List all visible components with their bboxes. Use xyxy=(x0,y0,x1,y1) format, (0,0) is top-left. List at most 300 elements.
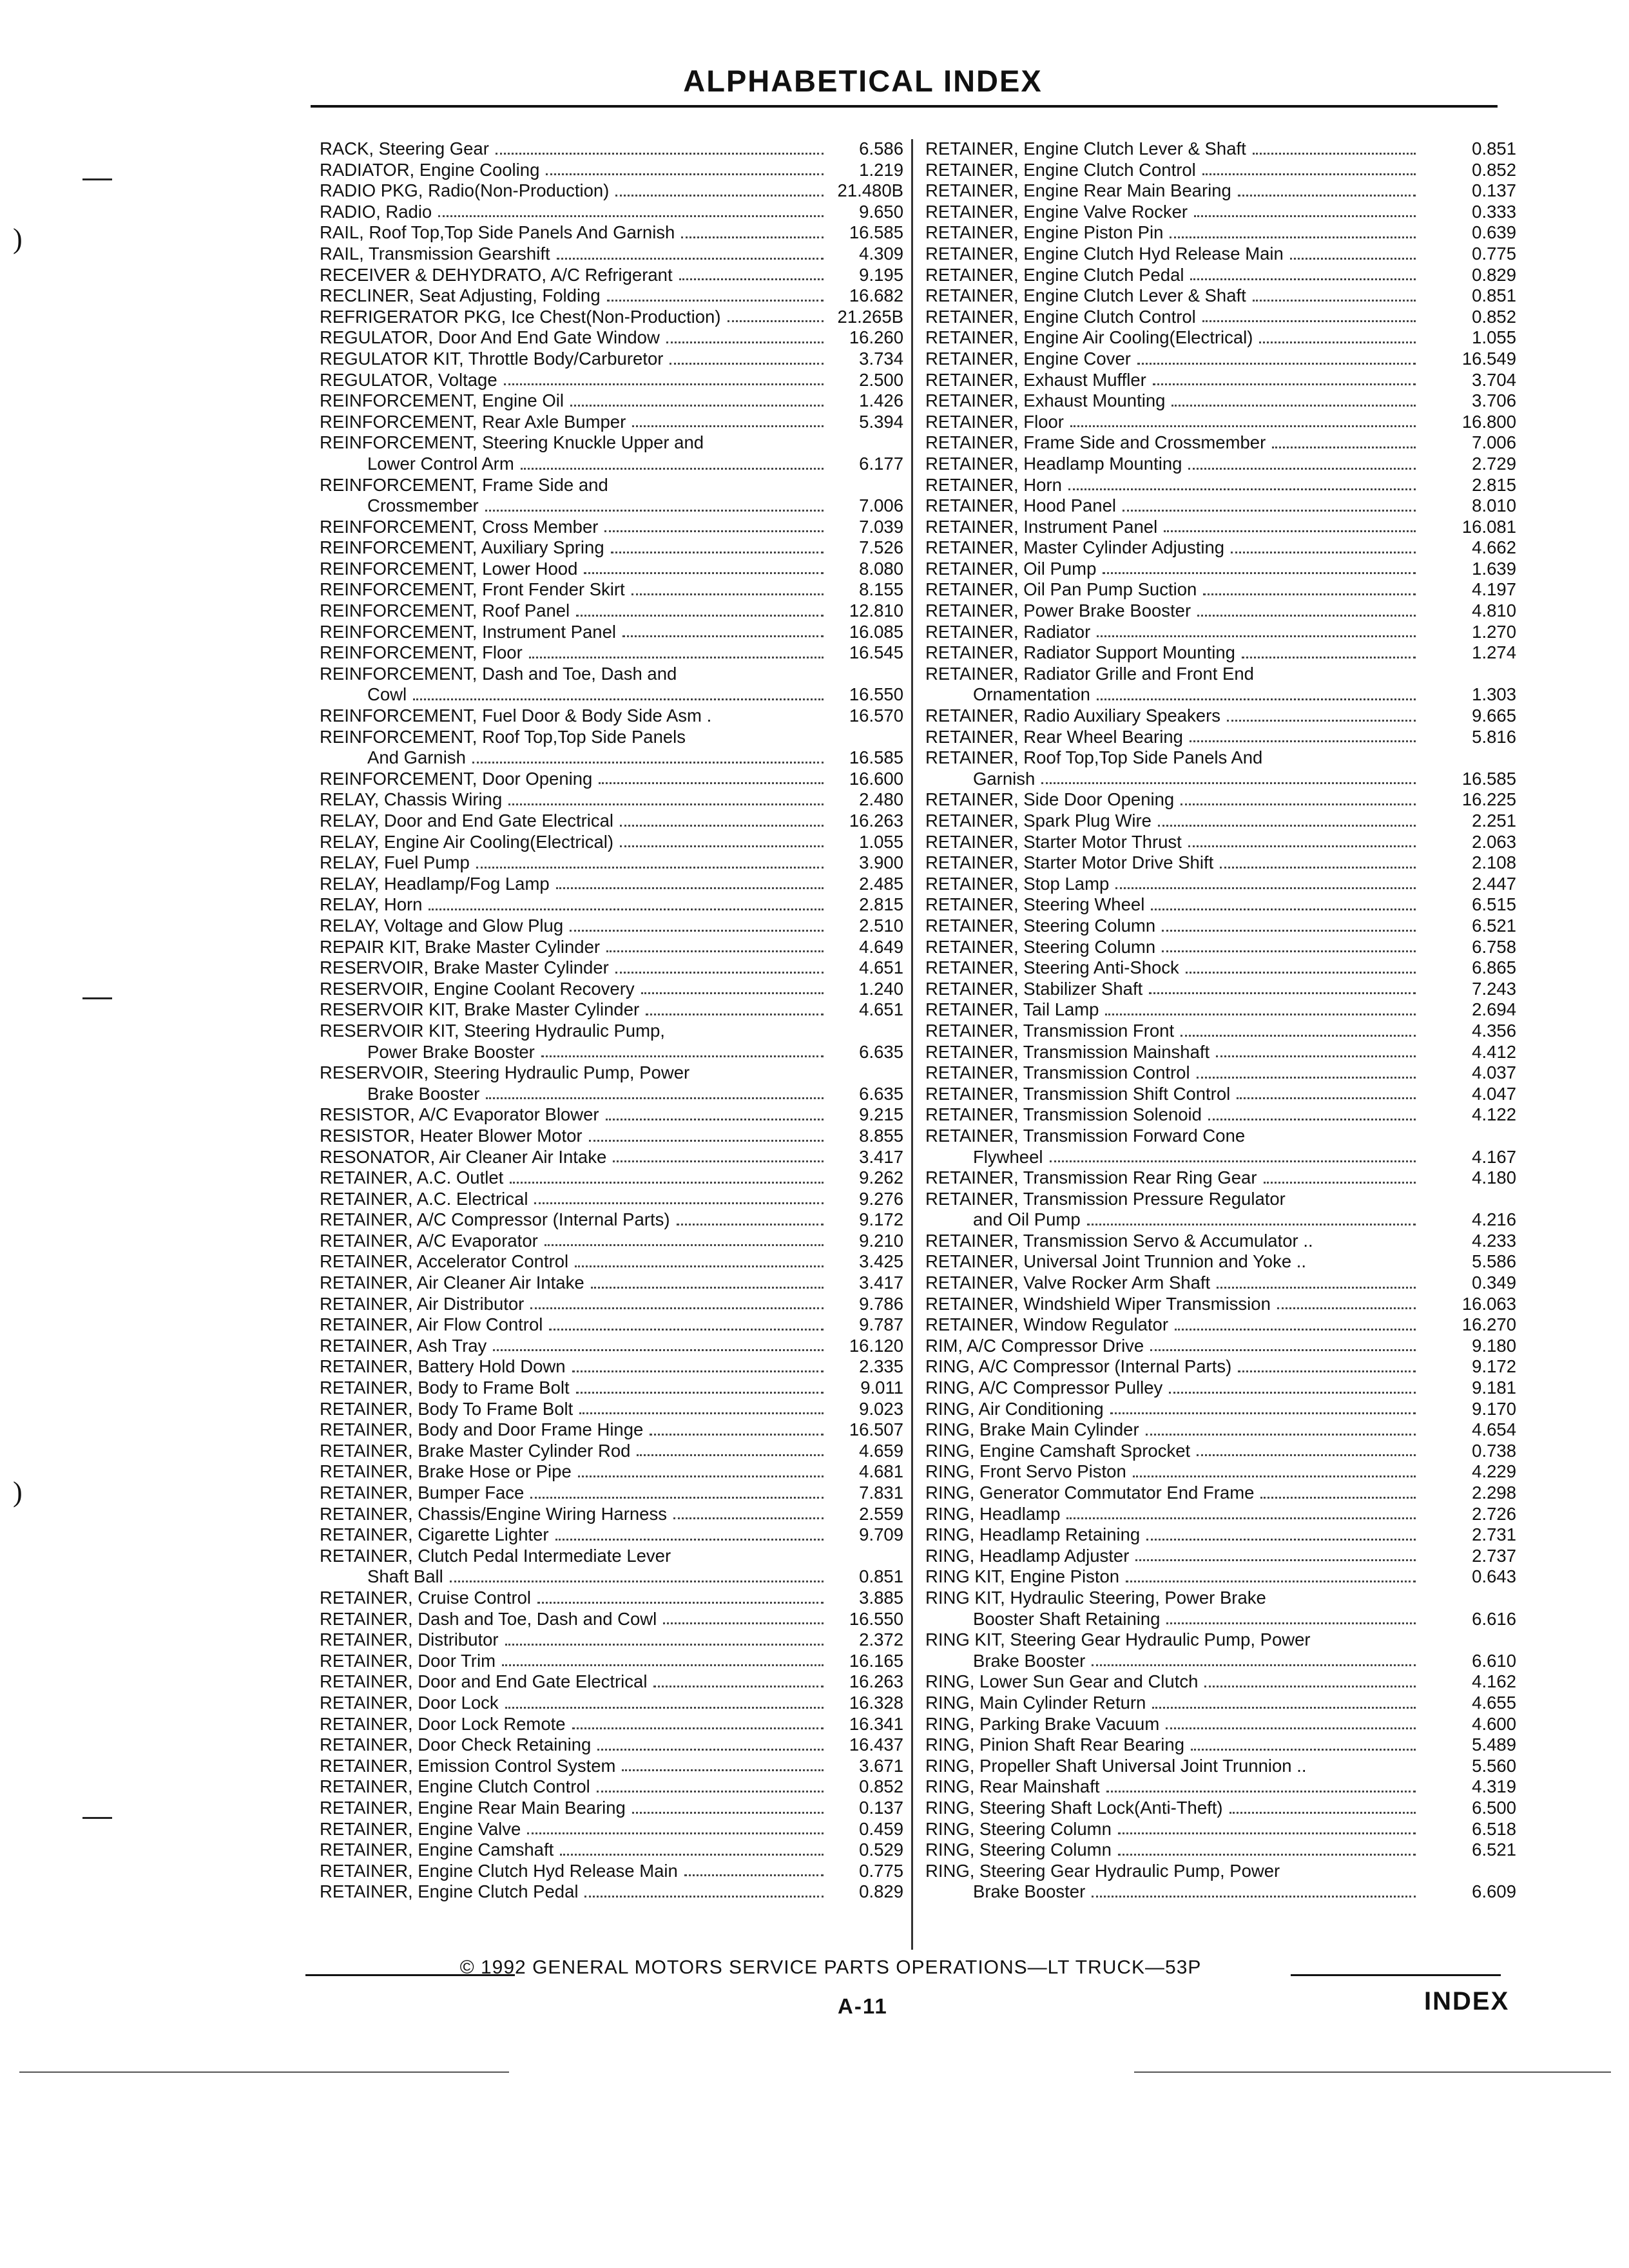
entry-label: RING, Lower Sun Gear and Clutch xyxy=(925,1671,1199,1692)
entry-page-ref: 16.585 xyxy=(849,747,903,768)
entry-page-ref: 7.526 xyxy=(859,537,903,558)
entry-page-ref: 9.215 xyxy=(859,1104,903,1125)
entry-page-ref: 2.108 xyxy=(1472,852,1516,873)
entry-label: RETAINER, Transmission Front xyxy=(925,1020,1175,1041)
dot-leader xyxy=(1197,1077,1416,1079)
index-entry xyxy=(320,307,903,328)
index-entry xyxy=(925,852,1516,874)
index-entry xyxy=(320,1062,903,1084)
entry-label: RETAINER, Master Cylinder Adjusting xyxy=(925,537,1225,558)
entry-label: RECLINER, Seat Adjusting, Folding xyxy=(320,285,601,306)
dot-leader xyxy=(413,698,824,700)
index-entry xyxy=(925,979,1516,1000)
entry-label: RETAINER, Steering Column xyxy=(925,915,1156,936)
dot-leader xyxy=(597,1749,824,1751)
dot-leader xyxy=(572,1727,824,1729)
entry-page-ref: 2.372 xyxy=(859,1629,903,1650)
entry-page-ref: 16.437 xyxy=(849,1735,903,1755)
entry-page-ref: 7.006 xyxy=(859,495,903,516)
entry-page-ref: 9.181 xyxy=(1472,1378,1516,1398)
entry-label: RING, Steering Column xyxy=(925,1840,1112,1860)
index-entry xyxy=(925,769,1516,790)
index-entry xyxy=(320,1084,903,1105)
dot-leader xyxy=(576,615,824,617)
entry-page-ref: 16.225 xyxy=(1461,789,1516,810)
dot-leader xyxy=(584,572,824,574)
entry-label: RETAINER, Transmission Pressure Regulator xyxy=(925,1188,1286,1209)
entry-label: RING, Main Cylinder Return xyxy=(925,1692,1146,1713)
entry-label: and Oil Pump xyxy=(973,1209,1081,1230)
entry-page-ref: 4.229 xyxy=(1472,1461,1516,1482)
entry-page-ref: 4.180 xyxy=(1472,1168,1516,1188)
entry-label: RING, Steering Column xyxy=(925,1818,1112,1839)
dot-leader xyxy=(450,1581,824,1582)
dot-leader xyxy=(1217,1287,1416,1289)
entry-label: RING, Headlamp Adjuster xyxy=(925,1545,1130,1566)
dot-leader xyxy=(1151,908,1416,910)
index-entry xyxy=(925,642,1516,664)
dot-leader xyxy=(549,1329,824,1331)
entry-page-ref: 0.529 xyxy=(859,1840,903,1860)
dot-leader xyxy=(650,1434,824,1436)
entry-page-ref: 2.500 xyxy=(859,369,903,390)
dot-leader xyxy=(666,341,824,343)
index-entry xyxy=(925,265,1516,286)
entry-page-ref: 6.515 xyxy=(1472,894,1516,915)
entry-page-ref: 16.260 xyxy=(849,327,903,348)
entry-page-ref: 6.500 xyxy=(1472,1797,1516,1818)
entry-label: RETAINER, Spark Plug Wire xyxy=(925,811,1152,831)
index-entry xyxy=(320,1042,903,1063)
entry-page-ref: 2.559 xyxy=(859,1503,903,1524)
dot-leader xyxy=(606,1119,824,1120)
column-divider xyxy=(911,139,913,1950)
entry-label: RETAINER, Transmission Control xyxy=(925,1062,1190,1083)
entry-page-ref: 4.167 xyxy=(1472,1146,1516,1167)
index-entry xyxy=(925,1189,1516,1210)
dot-leader xyxy=(556,887,824,889)
entry-page-ref: 16.085 xyxy=(849,621,903,642)
dot-leader xyxy=(527,1832,824,1834)
index-entry xyxy=(925,559,1516,580)
entry-page-ref: 2.694 xyxy=(1472,999,1516,1020)
entry-page-ref: 4.197 xyxy=(1472,579,1516,600)
index-entry xyxy=(320,160,903,181)
entry-label: RETAINER, Starter Motor Drive Shift xyxy=(925,852,1214,873)
index-entry xyxy=(925,1084,1516,1105)
entry-page-ref: 2.731 xyxy=(1472,1524,1516,1545)
entry-label: REINFORCEMENT, Dash and Toe, Dash and xyxy=(320,663,677,684)
entry-label: RING, Parking Brake Vacuum xyxy=(925,1713,1160,1734)
entry-label: REGULATOR, Voltage xyxy=(320,369,497,390)
entry-page-ref: 3.417 xyxy=(859,1146,903,1167)
entry-page-ref: 2.737 xyxy=(1472,1545,1516,1566)
entry-page-ref: 6.521 xyxy=(1472,915,1516,936)
entry-page-ref: 16.507 xyxy=(849,1419,903,1440)
index-entry xyxy=(925,1881,1516,1903)
entry-page-ref: 3.900 xyxy=(859,852,903,873)
dot-leader xyxy=(504,383,824,385)
entry-label: REFRIGERATOR PKG, Ice Chest(Non-Production) xyxy=(320,306,721,327)
dot-leader xyxy=(1133,1475,1416,1477)
entry-page-ref: 0.851 xyxy=(1472,285,1516,306)
entry-label: RETAINER, Body To Frame Bolt xyxy=(320,1398,574,1419)
entry-label: RESISTOR, Heater Blower Motor xyxy=(320,1125,583,1146)
index-entry xyxy=(925,1042,1516,1063)
entry-page-ref: 2.447 xyxy=(1472,873,1516,894)
entry-page-ref: 0.643 xyxy=(1472,1566,1516,1587)
entry-label: RETAINER, A/C Evaporator xyxy=(320,1230,538,1251)
entry-label: RETAINER, Engine Clutch Control xyxy=(925,306,1196,327)
entry-page-ref: 2.251 xyxy=(1472,811,1516,831)
index-entry xyxy=(925,789,1516,811)
entry-page-ref: 16.165 xyxy=(849,1650,903,1671)
margin-mark xyxy=(82,997,112,999)
entry-page-ref: 0.137 xyxy=(859,1797,903,1818)
entry-label: RELAY, Door and End Gate Electrical xyxy=(320,811,614,831)
index-entry xyxy=(925,1336,1516,1357)
entry-page-ref: 9.180 xyxy=(1472,1335,1516,1356)
entry-page-ref: 4.356 xyxy=(1472,1020,1516,1041)
index-entry xyxy=(925,160,1516,181)
entry-label: RETAINER, Steering Anti-Shock xyxy=(925,957,1179,978)
entry-label: RETAINER, Transmission Solenoid xyxy=(925,1104,1202,1125)
entry-page-ref: 8.155 xyxy=(859,579,903,600)
entry-label: RETAINER, Windshield Wiper Transmission xyxy=(925,1293,1271,1314)
index-entry xyxy=(320,1021,903,1042)
index-entry xyxy=(320,579,903,601)
index-entry xyxy=(925,1504,1516,1525)
index-entry xyxy=(925,1629,1516,1651)
dot-leader xyxy=(1186,972,1416,974)
dot-leader xyxy=(557,258,824,260)
entry-page-ref: 1.274 xyxy=(1472,642,1516,663)
entry-label: REINFORCEMENT, Roof Panel xyxy=(320,601,570,621)
entry-page-ref: 21.480B xyxy=(837,180,903,201)
entry-label: RELAY, Chassis Wiring xyxy=(320,789,503,810)
entry-page-ref: 9.011 xyxy=(860,1378,903,1398)
dot-leader xyxy=(728,320,824,322)
index-entry xyxy=(320,1651,903,1672)
index-entry xyxy=(320,475,903,496)
entry-page-ref: 6.177 xyxy=(859,453,903,474)
index-entry xyxy=(320,1609,903,1630)
entry-label: RETAINER, Oil Pump xyxy=(925,558,1097,579)
entry-label: RETAINER, Air Flow Control xyxy=(320,1314,543,1335)
entry-page-ref: 4.047 xyxy=(1472,1083,1516,1104)
index-entry xyxy=(320,832,903,853)
index-entry xyxy=(925,495,1516,517)
index-entry xyxy=(925,307,1516,328)
dot-leader xyxy=(429,908,824,910)
index-entry xyxy=(320,684,903,706)
dot-leader xyxy=(1092,1664,1416,1666)
index-entry xyxy=(320,622,903,643)
dot-leader xyxy=(620,845,824,847)
index-entry xyxy=(320,1524,903,1546)
dot-leader xyxy=(607,300,824,302)
title-rule xyxy=(311,105,1498,108)
entry-page-ref: 9.172 xyxy=(1472,1356,1516,1377)
entry-label: Brake Booster xyxy=(973,1650,1086,1671)
entry-page-ref: 1.270 xyxy=(1472,621,1516,642)
dot-leader xyxy=(1188,468,1416,470)
entry-label: RETAINER, Door Trim xyxy=(320,1650,496,1671)
entry-page-ref: 21.265B xyxy=(837,306,903,327)
entry-label: RETAINER, Engine Clutch Control xyxy=(925,159,1196,180)
entry-label: RADIO PKG, Radio(Non-Production) xyxy=(320,180,610,201)
entry-label: RETAINER, Brake Hose or Pipe xyxy=(320,1461,572,1482)
dot-leader xyxy=(493,1349,824,1351)
index-entry xyxy=(320,999,903,1021)
entry-page-ref: 4.681 xyxy=(859,1461,903,1482)
index-entry xyxy=(320,1399,903,1420)
index-entry xyxy=(320,1273,903,1294)
entry-page-ref: 5.394 xyxy=(859,411,903,432)
entry-page-ref: 4.319 xyxy=(1472,1776,1516,1797)
entry-page-ref: 1.426 xyxy=(859,390,903,411)
dot-leader xyxy=(1202,320,1416,322)
index-entry xyxy=(320,1168,903,1189)
dot-leader xyxy=(637,1454,824,1456)
index-entry xyxy=(925,1378,1516,1399)
entry-label: RECEIVER & DEHYDRATO, A/C Refrigerant xyxy=(320,264,673,285)
entry-page-ref: 9.195 xyxy=(859,264,903,285)
bottom-rule-right xyxy=(1134,2071,1611,2073)
index-entry xyxy=(925,370,1516,391)
entry-label: RETAINER, A.C. Outlet xyxy=(320,1168,504,1188)
dot-leader xyxy=(1238,1370,1416,1372)
index-entry xyxy=(925,832,1516,853)
entry-page-ref: 4.309 xyxy=(859,243,903,264)
entry-page-ref: 2.335 xyxy=(859,1356,903,1377)
entry-page-ref: 2.063 xyxy=(1472,831,1516,852)
dot-leader xyxy=(1260,1497,1416,1499)
entry-page-ref: 16.549 xyxy=(1461,348,1516,369)
entry-label: RELAY, Fuel Pump xyxy=(320,852,470,873)
entry-label: RING, A/C Compressor Pulley xyxy=(925,1378,1163,1398)
index-entry xyxy=(320,1356,903,1378)
entry-page-ref: 9.023 xyxy=(859,1398,903,1419)
entry-label: RETAINER, Engine Cover xyxy=(925,348,1131,369)
entry-label: RETAINER, Engine Clutch Hyd Release Main xyxy=(320,1860,678,1881)
index-entry xyxy=(925,727,1516,748)
entry-label: RETAINER, Door Check Retaining xyxy=(320,1735,592,1755)
entry-label: RETAINER, A/C Compressor (Internal Parts) xyxy=(320,1209,670,1230)
index-entry xyxy=(925,390,1516,412)
dot-leader xyxy=(622,1769,824,1771)
index-entry xyxy=(925,1588,1516,1609)
entry-page-ref: 0.137 xyxy=(1472,180,1516,201)
footer-copyright: © 1992 GENERAL MOTORS SERVICE PARTS OPERATIONS—LT TRUCK—53P xyxy=(459,1957,1202,1978)
dot-leader xyxy=(1150,1349,1416,1351)
dot-leader xyxy=(584,1896,824,1898)
index-entry xyxy=(925,1209,1516,1231)
entry-page-ref: 4.659 xyxy=(859,1440,903,1461)
entry-label: RETAINER, Engine Clutch Lever & Shaft xyxy=(925,285,1246,306)
dot-leader xyxy=(1166,1727,1416,1729)
entry-page-ref: 0.851 xyxy=(1472,139,1516,159)
entry-label: Brake Booster xyxy=(367,1083,480,1104)
index-entry xyxy=(320,1546,903,1567)
dot-leader xyxy=(1135,1559,1416,1561)
entry-label: RING, Air Conditioning xyxy=(925,1398,1104,1419)
dot-leader xyxy=(1106,1791,1416,1792)
entry-page-ref: 3.417 xyxy=(859,1273,903,1293)
entry-label: RETAINER, Clutch Pedal Intermediate Lever xyxy=(320,1545,671,1566)
entry-label: REINFORCEMENT, Auxiliary Spring xyxy=(320,537,604,558)
entry-label: RETAINER, Body and Door Frame Hinge xyxy=(320,1419,644,1440)
entry-label: RETAINER, Transmission Forward Cone xyxy=(925,1125,1246,1146)
dot-leader xyxy=(1238,195,1416,197)
dot-leader xyxy=(646,1014,824,1015)
dot-leader xyxy=(1146,1434,1416,1436)
dot-leader xyxy=(1169,1392,1416,1394)
entry-page-ref: 4.651 xyxy=(859,999,903,1020)
index-entry xyxy=(925,517,1516,538)
index-entry xyxy=(925,1714,1516,1735)
index-entry xyxy=(320,202,903,223)
entry-label: RETAINER, Exhaust Mounting xyxy=(925,390,1166,411)
entry-label: RETAINER, Door Lock xyxy=(320,1692,499,1713)
entry-label: RETAINER, Emission Control System xyxy=(320,1755,616,1776)
index-entry xyxy=(320,1671,903,1693)
entry-page-ref: 3.425 xyxy=(859,1251,903,1272)
entry-label: RETAINER, Oil Pan Pump Suction xyxy=(925,579,1197,600)
entry-page-ref: 7.039 xyxy=(859,516,903,537)
entry-label: RETAINER, Starter Motor Thrust xyxy=(925,831,1182,852)
dot-leader xyxy=(1175,1329,1416,1331)
entry-page-ref: 1.303 xyxy=(1472,684,1516,705)
index-entry xyxy=(320,537,903,559)
index-entry xyxy=(320,1251,903,1273)
entry-page-ref: 6.586 xyxy=(859,139,903,159)
entry-page-ref: 16.263 xyxy=(849,811,903,831)
entry-page-ref: 3.671 xyxy=(859,1755,903,1776)
entry-label: REINFORCEMENT, Engine Oil xyxy=(320,390,564,411)
entry-label: RETAINER, Transmission Servo & Accumulator .. xyxy=(925,1230,1313,1251)
dot-leader xyxy=(1070,425,1416,427)
index-entry xyxy=(925,1021,1516,1042)
entry-page-ref: 6.609 xyxy=(1472,1881,1516,1902)
dot-leader xyxy=(597,1791,824,1792)
entry-page-ref: 16.550 xyxy=(849,1608,903,1629)
entry-label: RETAINER, Engine Clutch Pedal xyxy=(925,264,1184,285)
dot-leader xyxy=(681,236,824,238)
entry-page-ref: 6.635 xyxy=(859,1083,903,1104)
entry-page-ref: 3.706 xyxy=(1472,390,1516,411)
entry-page-ref: 6.518 xyxy=(1472,1818,1516,1839)
dot-leader xyxy=(485,510,824,512)
index-entry xyxy=(925,1147,1516,1168)
index-entry xyxy=(925,327,1516,349)
index-entry xyxy=(320,1231,903,1252)
entry-label: RESONATOR, Air Cleaner Air Intake xyxy=(320,1146,607,1167)
dot-leader xyxy=(611,552,824,553)
entry-label: REGULATOR KIT, Throttle Body/Carburetor xyxy=(320,348,664,369)
entry-page-ref: 0.459 xyxy=(859,1818,903,1839)
dot-leader xyxy=(1203,593,1416,595)
index-entry xyxy=(925,811,1516,832)
index-entry xyxy=(320,769,903,790)
index-entry xyxy=(925,412,1516,433)
index-entry xyxy=(925,579,1516,601)
index-entry xyxy=(925,1609,1516,1630)
entry-label: RETAINER, Headlamp Mounting xyxy=(925,453,1182,474)
entry-label: REGULATOR, Door And End Gate Window xyxy=(320,327,660,348)
entry-label: RETAINER, Engine Clutch Hyd Release Main xyxy=(925,243,1284,264)
dot-leader xyxy=(1097,635,1416,637)
entry-label: RESERVOIR, Steering Hydraulic Pump, Power xyxy=(320,1062,690,1083)
entry-label: RETAINER, Engine Valve xyxy=(320,1818,521,1839)
entry-page-ref: 5.489 xyxy=(1472,1735,1516,1755)
entry-label: RING, Front Servo Piston xyxy=(925,1461,1126,1482)
entry-page-ref: 2.485 xyxy=(859,873,903,894)
index-entry xyxy=(925,1546,1516,1567)
dot-leader xyxy=(663,1622,824,1624)
entry-label: RETAINER, Roof Top,Top Side Panels And xyxy=(925,747,1263,768)
dot-leader xyxy=(529,657,824,658)
entry-label: RETAINER, A.C. Electrical xyxy=(320,1188,528,1209)
index-entry xyxy=(925,1524,1516,1546)
entry-label: RETAINER, Engine Piston Pin xyxy=(925,222,1164,243)
entry-page-ref: 2.510 xyxy=(859,915,903,936)
index-entry xyxy=(925,1126,1516,1147)
dot-leader xyxy=(1162,930,1416,932)
dot-leader xyxy=(1171,405,1416,407)
dot-leader xyxy=(591,1287,824,1289)
index-entry xyxy=(925,684,1516,706)
entry-label: Ornamentation xyxy=(973,684,1090,705)
entry-label: RETAINER, Engine Air Cooling(Electrical) xyxy=(925,327,1253,348)
dot-leader xyxy=(486,1097,824,1099)
index-entry xyxy=(320,432,903,454)
entry-label: RING KIT, Hydraulic Steering, Power Brake xyxy=(925,1587,1266,1608)
index-entry xyxy=(925,937,1516,958)
index-entry xyxy=(320,916,903,937)
dot-leader xyxy=(1050,1160,1416,1162)
dot-leader xyxy=(1229,1812,1416,1814)
dot-leader xyxy=(632,1812,824,1814)
entry-page-ref: 8.080 xyxy=(859,558,903,579)
entry-label: RETAINER, Transmission Shift Control xyxy=(925,1083,1231,1104)
entry-page-ref: 4.233 xyxy=(1472,1230,1516,1251)
index-entry xyxy=(925,202,1516,223)
entry-page-ref: 5.816 xyxy=(1472,726,1516,747)
dot-leader xyxy=(1313,1265,1416,1267)
entry-page-ref: 5.560 xyxy=(1472,1755,1516,1776)
entry-label: RETAINER, Steering Column xyxy=(925,936,1156,957)
entry-page-ref: 0.775 xyxy=(1472,243,1516,264)
index-entry xyxy=(320,327,903,349)
entry-label: RETAINER, Transmission Mainshaft xyxy=(925,1041,1210,1062)
dot-leader xyxy=(1152,1707,1416,1709)
entry-page-ref: 6.758 xyxy=(1472,936,1516,957)
index-entry xyxy=(925,1671,1516,1693)
dot-leader xyxy=(641,992,824,994)
entry-page-ref: 16.550 xyxy=(849,684,903,705)
dot-leader xyxy=(1320,1244,1416,1246)
entry-page-ref: 16.063 xyxy=(1461,1293,1516,1314)
entry-label: Crossmember xyxy=(367,495,479,516)
entry-label: RETAINER, Engine Rear Main Bearing xyxy=(320,1797,626,1818)
index-entry xyxy=(320,747,903,769)
index-entry xyxy=(320,601,903,622)
dot-leader xyxy=(1137,363,1416,365)
dot-leader xyxy=(537,1602,824,1604)
entry-page-ref: 4.037 xyxy=(1472,1062,1516,1083)
entry-label: RETAINER, Window Regulator xyxy=(925,1314,1168,1335)
